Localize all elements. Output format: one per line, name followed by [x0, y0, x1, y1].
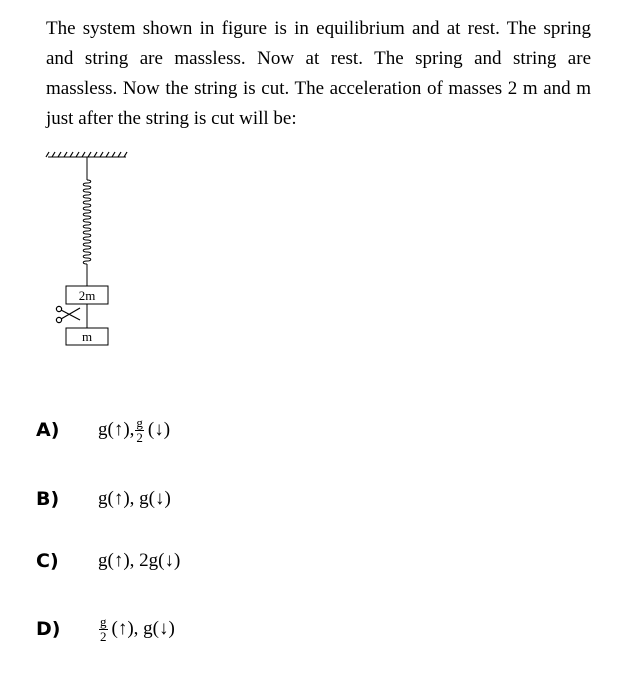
option-d-text [98, 613, 175, 644]
option-b-text: g(↑), g(↓) [98, 488, 171, 509]
option-d-frac-den: 2 [100, 628, 107, 644]
option-a-frac-num: g [136, 414, 143, 430]
option-d-frac-num: g [100, 613, 107, 629]
option-d[interactable] [36, 611, 175, 647]
question-text: The system shown in figure is in equilibrium and at rest. The spring and string are massless. Now at rest. The spring and string are massless. Now the string is cut. The acceleration of masses 2 m and m just after the string is cut will be: [46, 18, 591, 129]
option-d-part2: (↑), g(↓) [111, 618, 175, 639]
mass-2m-label: 2m [78, 288, 96, 303]
spring-mass-figure [40, 148, 140, 348]
option-a-letter: A) [36, 419, 60, 441]
option-d-letter: D) [36, 618, 61, 640]
option-b[interactable] [36, 481, 171, 517]
mass-m-label: m [81, 329, 93, 344]
scissors-icon [56, 306, 80, 322]
option-a-part1: g(↑), [98, 419, 135, 440]
option-c-letter: C) [36, 550, 59, 572]
option-a[interactable] [36, 412, 170, 448]
option-a-part2: (↓) [147, 419, 171, 440]
spring [83, 157, 91, 286]
option-c-text: g(↑), 2g(↓) [98, 550, 181, 571]
ceiling-hatch [46, 152, 127, 157]
option-c[interactable] [36, 543, 180, 579]
option-a-frac-den: 2 [136, 429, 143, 445]
option-a-text [98, 414, 171, 445]
option-b-letter: B) [36, 488, 60, 510]
option-d-fraction [99, 613, 108, 644]
option-a-fraction [135, 414, 144, 445]
